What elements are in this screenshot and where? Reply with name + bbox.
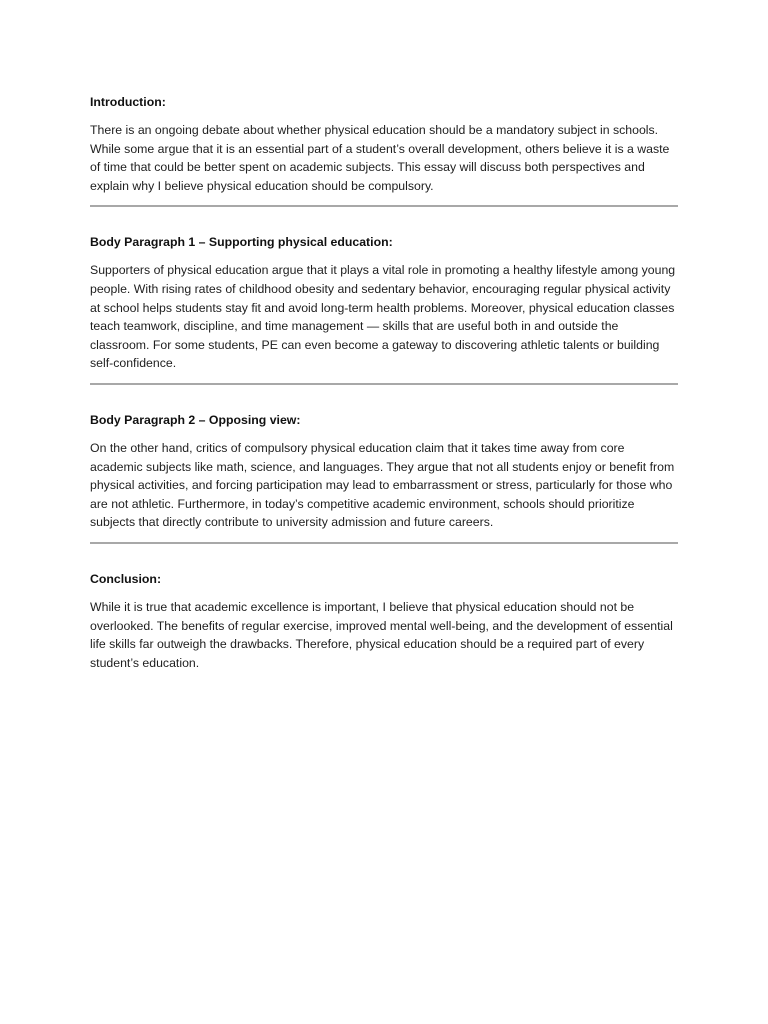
section-paragraph: Supporters of physical education argue that it plays a vital role in promoting a healthy lifestyle among young people. With rising rates of childhood obesity and sedentary behavior, encouraging regular physical activity at school helps students stay fit and avoid long-term health problems. Moreover, physical education classes teach teamwork, discipline, and time management — skills that are useful both in and outside the classroom. For some students, PE can even become a gateway to discovering athletic talents or building self-confidence.: [90, 263, 676, 371]
section-heading: Conclusion:: [90, 571, 162, 586]
section-paragraph: There is an ongoing debate about whether physical education should be a mandatory subject in schools. While some argue that it is an essential part of a student’s overall development, others believe it is a waste of time that could be better spent on academic subjects. This essay will discuss both perspectives and explain why I believe physical education should be compulsory.: [90, 123, 670, 193]
section-divider: [90, 205, 678, 207]
section-body-paragraph-2: [90, 411, 678, 532]
section-body-paragraph-1: [90, 233, 678, 373]
document-page: [90, 93, 678, 672]
section-introduction: [90, 93, 678, 195]
section-divider: [90, 542, 678, 544]
section-paragraph: On the other hand, critics of compulsory physical education claim that it takes time away from core academic subjects like math, science, and languages. They argue that not all students enjoy or benefit from physical activities, and forcing participation may lead to embarrassment or stress, particularly for those who are not athletic. Furthermore, in today’s competitive academic environment, schools should prioritize subjects that directly contribute to university admission and future careers.: [90, 440, 675, 530]
section-divider: [90, 383, 678, 385]
section-conclusion: [90, 570, 678, 672]
section-heading: Body Paragraph 1 – Supporting physical education:: [90, 235, 393, 250]
section-heading: Body Paragraph 2 – Opposing view:: [90, 412, 301, 427]
section-paragraph: While it is true that academic excellence is important, I believe that physical education should not be overlooked. The benefits of regular exercise, improved mental well-being, and the development of essential life skills far outweigh the drawbacks. Therefore, physical education should be a required part of every student’s education.: [90, 599, 673, 670]
section-heading: Introduction:: [90, 95, 166, 109]
